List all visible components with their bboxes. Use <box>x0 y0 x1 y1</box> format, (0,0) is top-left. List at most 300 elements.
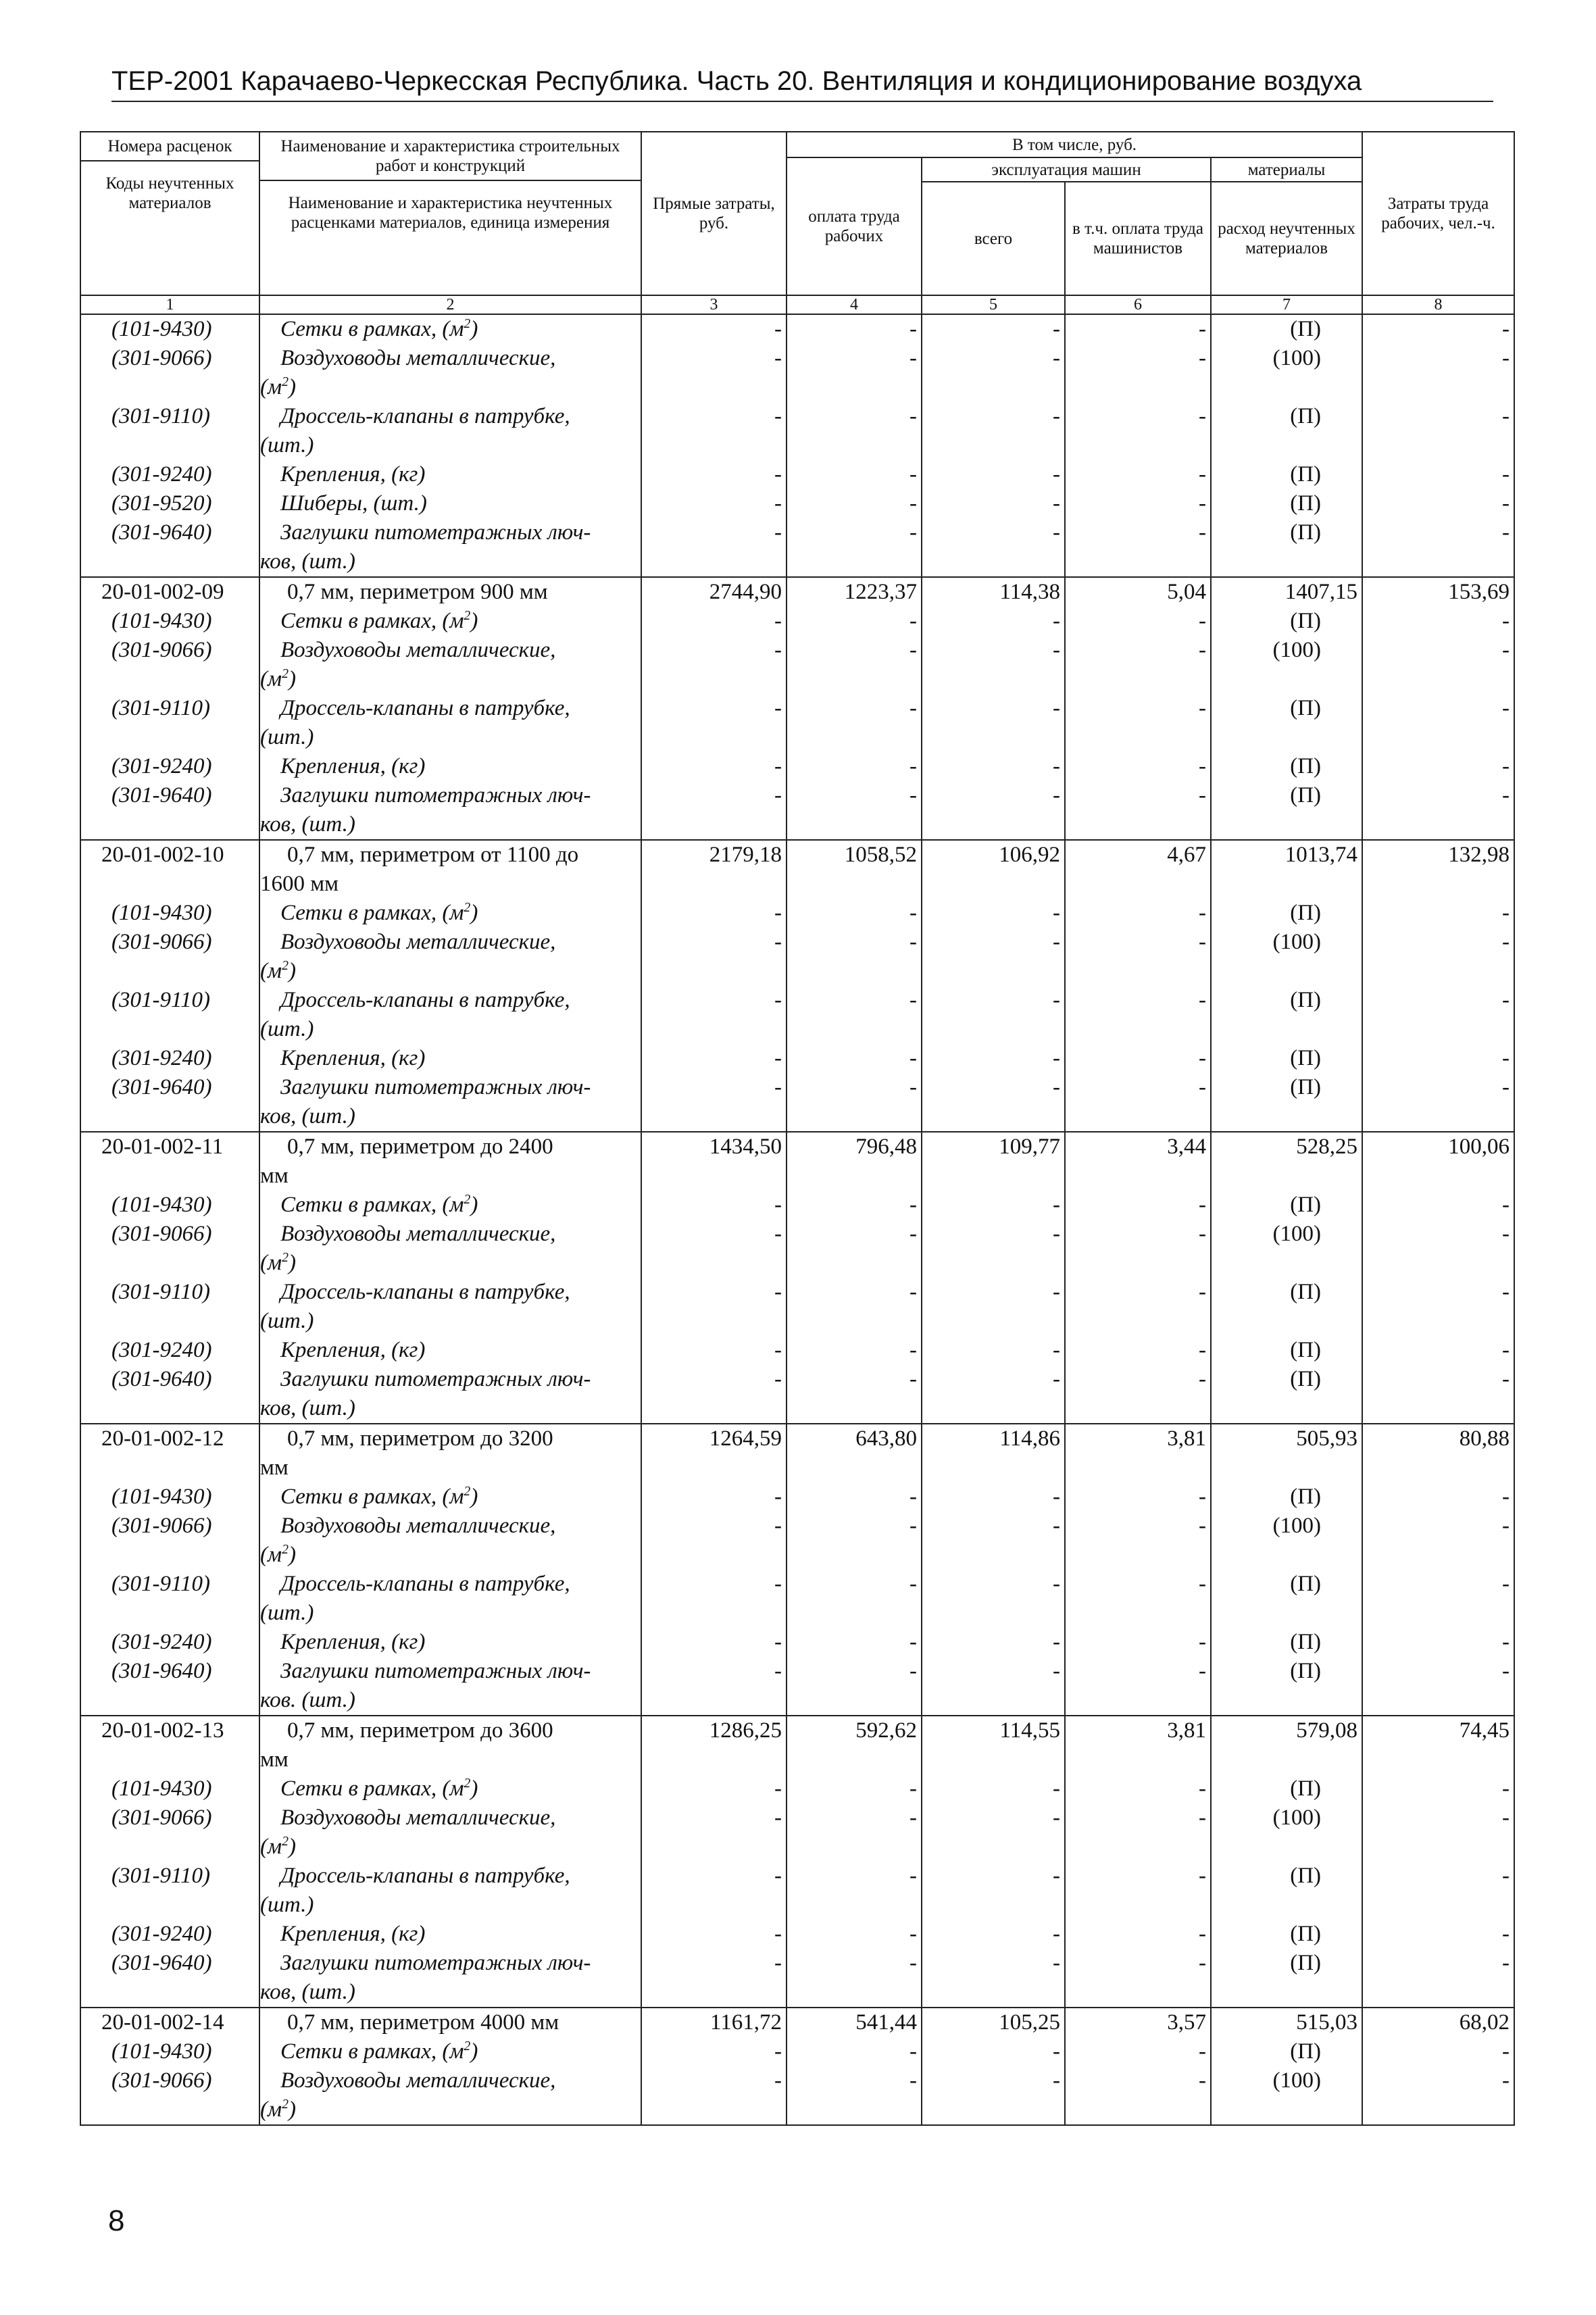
rate-row <box>80 1132 1514 1191</box>
material-row <box>80 314 1514 344</box>
description-text: Дроссель-клапаны в патрубке, <box>280 1864 570 1888</box>
description-text-end: ) <box>470 1193 478 1217</box>
labor-cost-value: 132,98 <box>1362 840 1514 899</box>
description-continuation: ков, (шт.) <box>260 549 355 574</box>
description-text: Заглушки питометражных люч- <box>280 1075 591 1099</box>
materials-value: (100) <box>1211 1220 1362 1278</box>
unit-superscript: 2 <box>464 1192 471 1207</box>
description-continuation: (м <box>260 1251 282 1275</box>
material-code: (301-9640) <box>80 1949 259 2008</box>
materials-value: (П) <box>1211 899 1362 928</box>
description-text-end: ) <box>288 667 296 691</box>
labor-cost-value: - <box>1362 1512 1514 1570</box>
machine-pay-value: - <box>1065 1862 1211 1920</box>
labor-cost-value: - <box>1362 1570 1514 1628</box>
description-text: Дроссель-клапаны в патрубке, <box>280 404 570 428</box>
machine-total-value: - <box>922 518 1065 577</box>
machine-pay-value: - <box>1065 1920 1211 1949</box>
material-code: (301-9066) <box>80 928 259 986</box>
materials-value: (П) <box>1211 1278 1362 1336</box>
labor-pay-value: - <box>787 1628 922 1657</box>
labor-cost-value: - <box>1362 694 1514 752</box>
material-code: (301-9240) <box>80 1044 259 1073</box>
materials-value: 505,93 <box>1211 1424 1362 1483</box>
material-code: (301-9066) <box>80 1803 259 1862</box>
direct-costs-value: - <box>641 1920 787 1949</box>
header-in-that-number: В том числе, руб. <box>787 132 1362 157</box>
col-number: 5 <box>922 295 1065 314</box>
machine-pay-value: - <box>1065 607 1211 636</box>
materials-value: (П) <box>1211 489 1362 518</box>
labor-cost-value: - <box>1362 1365 1514 1424</box>
labor-pay-value: - <box>787 1483 922 1512</box>
unit-superscript: 2 <box>282 1542 289 1557</box>
page-number: 8 <box>108 2204 125 2237</box>
materials-value: (П) <box>1211 607 1362 636</box>
description-continuation: ков, (шт.) <box>260 1104 355 1128</box>
item-description <box>259 1949 641 2008</box>
description-continuation: 1600 мм <box>260 872 339 896</box>
material-row <box>80 1803 1514 1862</box>
direct-costs-value: - <box>641 781 787 840</box>
item-description <box>259 986 641 1044</box>
labor-cost-value: - <box>1362 489 1514 518</box>
machine-total-value: - <box>922 1278 1065 1336</box>
description-text: 0,7 мм, периметром до 3200 <box>287 1426 553 1451</box>
header-col2 <box>259 132 641 295</box>
item-description <box>259 1073 641 1132</box>
description-continuation: ков, (шт.) <box>260 1980 355 2004</box>
item-description <box>259 1220 641 1278</box>
direct-costs-value: - <box>641 752 787 781</box>
material-row <box>80 752 1514 781</box>
materials-value: (П) <box>1211 1191 1362 1220</box>
direct-costs-value: 1286,25 <box>641 1716 787 1774</box>
description-text-end: ) <box>470 1485 478 1509</box>
material-code: (101-9430) <box>80 1774 259 1803</box>
direct-costs-value: - <box>641 1628 787 1657</box>
machine-total-value: - <box>922 1774 1065 1803</box>
material-row <box>80 899 1514 928</box>
machine-total-value: - <box>922 986 1065 1044</box>
description-continuation: (шт.) <box>260 1893 314 1917</box>
labor-pay-value: - <box>787 1803 922 1862</box>
materials-value: (100) <box>1211 928 1362 986</box>
machine-pay-value: 3,57 <box>1065 2008 1211 2037</box>
item-description <box>259 1424 641 1483</box>
machine-total-value: - <box>922 1570 1065 1628</box>
direct-costs-value: 1161,72 <box>641 2008 787 2037</box>
item-description <box>259 1774 641 1803</box>
direct-costs-value: - <box>641 1512 787 1570</box>
description-text: Воздуховоды металлические, <box>280 1514 556 1538</box>
labor-pay-value: - <box>787 1365 922 1424</box>
description-text-end: ) <box>288 1251 296 1275</box>
description-continuation: ков. (шт.) <box>260 1688 355 1712</box>
materials-value: (П) <box>1211 1365 1362 1424</box>
table-header <box>80 132 1514 314</box>
description-continuation: (шт.) <box>260 1017 314 1041</box>
labor-pay-value: - <box>787 607 922 636</box>
unit-superscript: 2 <box>282 666 289 681</box>
materials-value: (П) <box>1211 1044 1362 1073</box>
labor-pay-value: 643,80 <box>787 1424 922 1483</box>
machine-pay-value: - <box>1065 1191 1211 1220</box>
material-code: (301-9066) <box>80 1512 259 1570</box>
material-row <box>80 1073 1514 1132</box>
material-code: (101-9430) <box>80 607 259 636</box>
machine-total-value: - <box>922 752 1065 781</box>
description-text: Дроссель-клапаны в патрубке, <box>280 988 570 1012</box>
labor-pay-value: - <box>787 518 922 577</box>
machine-pay-value: - <box>1065 1774 1211 1803</box>
direct-costs-value: - <box>641 489 787 518</box>
labor-pay-value: - <box>787 344 922 402</box>
item-description <box>259 636 641 694</box>
item-description <box>259 2008 641 2037</box>
description-continuation: мм <box>260 1747 289 1772</box>
direct-costs-value: - <box>641 1365 787 1424</box>
direct-costs-value: - <box>641 1657 787 1716</box>
description-text: Крепления, (кг) <box>280 754 426 778</box>
material-row <box>80 636 1514 694</box>
rate-code: 20-01-002-09 <box>80 577 259 607</box>
machine-pay-value: - <box>1065 460 1211 489</box>
description-text: Заглушки питометражных люч- <box>280 1659 591 1683</box>
material-code: (301-9066) <box>80 1220 259 1278</box>
direct-costs-value: - <box>641 899 787 928</box>
rate-row <box>80 840 1514 899</box>
unit-superscript: 2 <box>464 1776 471 1791</box>
machine-pay-value: - <box>1065 2066 1211 2125</box>
direct-costs-value: 1264,59 <box>641 1424 787 1483</box>
item-description <box>259 314 641 344</box>
description-text: Воздуховоды металлические, <box>280 638 556 662</box>
description-continuation: (м <box>260 667 282 691</box>
machine-pay-value: - <box>1065 1365 1211 1424</box>
unit-superscript: 2 <box>282 1834 289 1849</box>
col-number: 6 <box>1065 295 1211 314</box>
labor-pay-value: - <box>787 1570 922 1628</box>
description-text-end: ) <box>288 2097 296 2122</box>
labor-cost-value: - <box>1362 1920 1514 1949</box>
machine-pay-value: - <box>1065 1073 1211 1132</box>
labor-cost-value: - <box>1362 607 1514 636</box>
labor-pay-value: - <box>787 2037 922 2066</box>
machine-total-value: - <box>922 314 1065 344</box>
description-text: 0,7 мм, периметром до 3600 <box>287 1718 553 1743</box>
unit-superscript: 2 <box>464 608 471 623</box>
materials-value: (П) <box>1211 1628 1362 1657</box>
description-continuation: (шт.) <box>260 725 314 749</box>
item-description <box>259 1512 641 1570</box>
machine-pay-value: - <box>1065 1278 1211 1336</box>
item-description <box>259 1628 641 1657</box>
unit-superscript: 2 <box>464 2039 471 2053</box>
labor-cost-value: - <box>1362 781 1514 840</box>
labor-pay-value: - <box>787 1774 922 1803</box>
item-description <box>259 607 641 636</box>
item-description <box>259 1336 641 1365</box>
labor-pay-value: 541,44 <box>787 2008 922 2037</box>
labor-cost-value: - <box>1362 344 1514 402</box>
labor-pay-value: 1058,52 <box>787 840 922 899</box>
unit-superscript: 2 <box>464 1484 471 1499</box>
description-continuation: мм <box>260 1164 289 1188</box>
machine-pay-value: - <box>1065 1483 1211 1512</box>
description-continuation: (м <box>260 2097 282 2122</box>
materials-value: (100) <box>1211 1512 1362 1570</box>
labor-pay-value: - <box>787 1336 922 1365</box>
material-row <box>80 1862 1514 1920</box>
direct-costs-value: - <box>641 607 787 636</box>
header-col1-top: Номера расценок <box>81 132 259 161</box>
machine-total-value: - <box>922 928 1065 986</box>
description-continuation: (м <box>260 1543 282 1567</box>
materials-value: (100) <box>1211 2066 1362 2125</box>
description-text-end: ) <box>288 375 296 399</box>
material-code: (301-9640) <box>80 1073 259 1132</box>
machine-total-value: - <box>922 1920 1065 1949</box>
labor-pay-value: - <box>787 1220 922 1278</box>
description-text: Дроссель-клапаны в патрубке, <box>280 696 570 720</box>
item-description <box>259 1132 641 1191</box>
col-number: 2 <box>259 295 641 314</box>
material-code: (301-9110) <box>80 694 259 752</box>
machine-pay-value: - <box>1065 636 1211 694</box>
material-row <box>80 1949 1514 2008</box>
material-code: (301-9066) <box>80 344 259 402</box>
machine-total-value: 106,92 <box>922 840 1065 899</box>
description-continuation: ков, (шт.) <box>260 1396 355 1420</box>
material-code: (301-9240) <box>80 1628 259 1657</box>
labor-pay-value: - <box>787 1512 922 1570</box>
labor-pay-value: - <box>787 899 922 928</box>
materials-value: (П) <box>1211 2037 1362 2066</box>
material-code: (301-9240) <box>80 752 259 781</box>
material-code: (301-9240) <box>80 460 259 489</box>
materials-value: 1013,74 <box>1211 840 1362 899</box>
material-row <box>80 1365 1514 1424</box>
material-row <box>80 1483 1514 1512</box>
description-text-end: ) <box>470 1776 478 1801</box>
labor-pay-value: - <box>787 636 922 694</box>
direct-costs-value: - <box>641 2037 787 2066</box>
material-row <box>80 781 1514 840</box>
labor-cost-value: - <box>1362 460 1514 489</box>
materials-value: (П) <box>1211 314 1362 344</box>
description-continuation: (шт.) <box>260 433 314 457</box>
item-description <box>259 1483 641 1512</box>
material-row <box>80 1628 1514 1657</box>
document-header-title: ТЕР-2001 Карачаево-Черкесская Республика. Часть 20. Вентиляция и кондиционирование воздуха <box>111 66 1493 102</box>
material-code: (301-9110) <box>80 986 259 1044</box>
labor-cost-value: - <box>1362 752 1514 781</box>
item-description <box>259 2037 641 2066</box>
machine-pay-value: - <box>1065 694 1211 752</box>
machine-total-value: 114,86 <box>922 1424 1065 1483</box>
header-direct-costs: Прямые затраты, руб. <box>641 132 787 295</box>
header-col1-bottom: Коды неучтенных материалов <box>105 174 234 212</box>
description-text-end: ) <box>288 1543 296 1567</box>
machine-total-value: - <box>922 489 1065 518</box>
direct-costs-value: - <box>641 1073 787 1132</box>
description-text: Крепления, (кг) <box>280 1922 426 1946</box>
rate-code: 20-01-002-11 <box>80 1132 259 1191</box>
materials-value: (П) <box>1211 1483 1362 1512</box>
machine-pay-value: 4,67 <box>1065 840 1211 899</box>
description-text: Воздуховоды металлические, <box>280 930 556 954</box>
unit-superscript: 2 <box>464 316 471 331</box>
item-description <box>259 928 641 986</box>
labor-cost-value: - <box>1362 928 1514 986</box>
direct-costs-value: - <box>641 1803 787 1862</box>
labor-pay-value: - <box>787 1191 922 1220</box>
header-col1 <box>80 132 259 295</box>
material-row <box>80 1191 1514 1220</box>
description-text: Сетки в рамках, (м <box>280 1776 464 1801</box>
machine-total-value: - <box>922 636 1065 694</box>
labor-pay-value: - <box>787 1657 922 1716</box>
direct-costs-value: - <box>641 1774 787 1803</box>
labor-pay-value: - <box>787 489 922 518</box>
material-code: (101-9430) <box>80 1191 259 1220</box>
machine-pay-value: - <box>1065 2037 1211 2066</box>
direct-costs-value: - <box>641 986 787 1044</box>
machine-total-value: 109,77 <box>922 1132 1065 1191</box>
direct-costs-value: - <box>641 2066 787 2125</box>
header-column-numbers <box>80 295 1514 314</box>
labor-cost-value: 74,45 <box>1362 1716 1514 1774</box>
labor-cost-value: 68,02 <box>1362 2008 1514 2037</box>
description-continuation: ков, (шт.) <box>260 812 355 837</box>
material-code: (301-9640) <box>80 781 259 840</box>
materials-value: (П) <box>1211 1657 1362 1716</box>
materials-value: (П) <box>1211 1774 1362 1803</box>
machine-total-value: - <box>922 1862 1065 1920</box>
machine-total-value: - <box>922 1220 1065 1278</box>
labor-cost-value: - <box>1362 1220 1514 1278</box>
machine-total-value: - <box>922 1512 1065 1570</box>
labor-cost-value: - <box>1362 1774 1514 1803</box>
description-continuation: (м <box>260 1835 282 1859</box>
item-description <box>259 781 641 840</box>
unit-superscript: 2 <box>282 1250 289 1265</box>
description-text-end: ) <box>470 609 478 633</box>
materials-value: (П) <box>1211 694 1362 752</box>
material-row <box>80 1336 1514 1365</box>
item-description <box>259 899 641 928</box>
header-machine-operation: эксплуатация машин <box>922 157 1211 182</box>
materials-value: (П) <box>1211 1920 1362 1949</box>
description-text: Сетки в рамках, (м <box>280 1485 464 1509</box>
materials-value: (П) <box>1211 1949 1362 2008</box>
machine-total-value: - <box>922 1365 1065 1424</box>
labor-pay-value: - <box>787 1949 922 2008</box>
description-text: Заглушки питометражных люч- <box>280 1367 591 1391</box>
material-code: (101-9430) <box>80 1483 259 1512</box>
materials-value: (П) <box>1211 1862 1362 1920</box>
description-text: Шиберы, (шт.) <box>280 491 427 516</box>
item-description <box>259 1044 641 1073</box>
description-continuation: мм <box>260 1455 289 1480</box>
machine-total-value: - <box>922 344 1065 402</box>
header-machine-incl-pay: в т.ч. оплата труда машинистов <box>1065 182 1211 295</box>
machine-pay-value: - <box>1065 1570 1211 1628</box>
item-description <box>259 1862 641 1920</box>
labor-pay-value: - <box>787 314 922 344</box>
labor-pay-value: - <box>787 402 922 460</box>
table-body <box>80 314 1514 2125</box>
machine-total-value: - <box>922 1336 1065 1365</box>
direct-costs-value: - <box>641 694 787 752</box>
item-description <box>259 460 641 489</box>
direct-costs-value: - <box>641 314 787 344</box>
labor-pay-value: - <box>787 752 922 781</box>
material-row <box>80 607 1514 636</box>
material-row <box>80 1278 1514 1336</box>
materials-value: (П) <box>1211 402 1362 460</box>
direct-costs-value: - <box>641 1862 787 1920</box>
machine-total-value: - <box>922 607 1065 636</box>
labor-cost-value: - <box>1362 1073 1514 1132</box>
material-code: (101-9430) <box>80 899 259 928</box>
header-labor-cost: Затраты труда рабочих, чел.-ч. <box>1362 132 1514 295</box>
item-description <box>259 344 641 402</box>
description-text: 0,7 мм, периметром от 1100 до <box>287 843 579 867</box>
machine-total-value: - <box>922 402 1065 460</box>
machine-total-value: 114,55 <box>922 1716 1065 1774</box>
machine-total-value: - <box>922 460 1065 489</box>
labor-pay-value: - <box>787 460 922 489</box>
labor-cost-value: - <box>1362 1657 1514 1716</box>
description-text-end: ) <box>470 2039 478 2064</box>
material-code: (301-9066) <box>80 636 259 694</box>
machine-total-value: - <box>922 2066 1065 2125</box>
direct-costs-value: 2179,18 <box>641 840 787 899</box>
labor-cost-value: - <box>1362 518 1514 577</box>
labor-pay-value: - <box>787 2066 922 2125</box>
material-row <box>80 1220 1514 1278</box>
header-col2-top: Наименование и характеристика строительных работ и конструкций <box>260 132 641 181</box>
labor-pay-value: 592,62 <box>787 1716 922 1774</box>
machine-pay-value: - <box>1065 314 1211 344</box>
machine-total-value: - <box>922 1483 1065 1512</box>
materials-value: 528,25 <box>1211 1132 1362 1191</box>
labor-cost-value: - <box>1362 1483 1514 1512</box>
machine-pay-value: - <box>1065 928 1211 986</box>
labor-cost-value: - <box>1362 1949 1514 2008</box>
item-description <box>259 1365 641 1424</box>
labor-cost-value: - <box>1362 1278 1514 1336</box>
labor-cost-value: - <box>1362 1862 1514 1920</box>
description-text: 0,7 мм, периметром 4000 мм <box>287 2010 559 2035</box>
direct-costs-value: - <box>641 344 787 402</box>
item-description <box>259 577 641 607</box>
machine-pay-value: 3,44 <box>1065 1132 1211 1191</box>
material-row <box>80 694 1514 752</box>
labor-cost-value: 100,06 <box>1362 1132 1514 1191</box>
description-text: Дроссель-клапаны в патрубке, <box>280 1572 570 1596</box>
material-row <box>80 2037 1514 2066</box>
material-code: (301-9110) <box>80 1570 259 1628</box>
machine-pay-value: - <box>1065 1628 1211 1657</box>
machine-pay-value: - <box>1065 986 1211 1044</box>
col-number: 3 <box>641 295 787 314</box>
direct-costs-value: - <box>641 1483 787 1512</box>
materials-value: (П) <box>1211 781 1362 840</box>
item-description <box>259 2066 641 2125</box>
